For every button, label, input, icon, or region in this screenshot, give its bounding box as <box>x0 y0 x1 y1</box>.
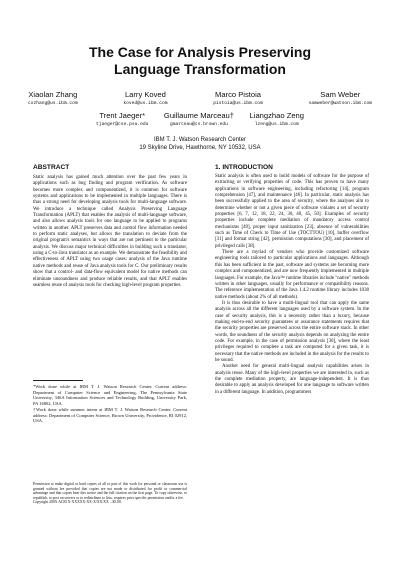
footnote-1: *Work done while at IBM T. J. Watson Research Center. Current address: Department of Computer Science and Engineering, The Pennsylvania State University, 346A Information Sciences and Technology Building, University Park, PA 16802, USA. <box>33 384 187 407</box>
author-email: tjaeger@cse.psu.edu <box>96 122 149 127</box>
author-name: Guillaume Marceau† <box>163 111 234 120</box>
introduction-heading: 1. INTRODUCTION <box>215 164 273 171</box>
author-name: Larry Koved <box>124 90 166 99</box>
footnotes <box>33 384 187 424</box>
author-block <box>164 111 234 128</box>
author-name: Marco Pistoia <box>215 90 262 99</box>
author-email: koved@us.ibm.com <box>123 101 168 106</box>
author-name: Xiaolan Zhang <box>28 90 78 99</box>
paper-title-line-2: Language Transformation <box>114 61 286 77</box>
author-block <box>250 111 304 128</box>
author-block <box>309 90 372 107</box>
paper-title-line-1: The Case for Analysis Preserving <box>88 44 312 60</box>
author-email: samweber@watson.ibm.com <box>308 101 372 106</box>
author-name: Trent Jaeger* <box>99 111 146 120</box>
abstract-heading: ABSTRACT <box>33 164 70 171</box>
footnote-rule <box>33 380 83 381</box>
introduction-column <box>215 164 369 396</box>
affiliation-line-2: 19 Skyline Drive, Hawthorne, NY 10532, USA <box>139 145 261 151</box>
author-name: Sam Weber <box>320 90 361 99</box>
author-email: pistoia@us.ibm.com <box>213 101 263 106</box>
abstract-column <box>33 164 187 289</box>
footnote-2: †Work done while summer intern at IBM T. J. Watson Research Center. Current address: Department of Computer Science, Brown University, Providence, RI 02912, USA. <box>33 406 187 424</box>
intro-paragraph: It is thus desirable to have a multi-lingual tool that can apply the same analysis across all the different languages used by a software system. In the case of security analysis, this is a necessity rather than a luxury, because making end-to-end security guarantees or assurance statements requires that the security properties are preserved across the entire software stack. In other words, the soundness of the security analysis depends on analyzing the entire code. For example, in the case of permission analysis [30], where the least privileges required to complete a task are computed for a given task, it is necessary that the native methods are included in the analysis for the results to be sound. <box>215 300 369 363</box>
intro-paragraph: Static analysis is often used to build models of software for the purpose of extracting or verifying properties of code. This has proven to have many applications in software engineering, including refactoring [14], program comprehension [47], and maintenance [46]. In particular, static analysis has been successfully applied to the area of security, where the analyses aim to determine whether or not a given piece of software violates a set of security properties [6, 7, 12, 18, 22, 24, 30, 40, 45, 50]. Examples of security properties include complete mediation of mandatory access control mechanisms [49], proper input sanitization [23], absence of vulnerabilities such as Time of Check to Time of Use (TOCTTOU) [10], buffer overflow [31] and format string [42], permission computations [30], and placement of privileged calls [38]. <box>215 174 369 249</box>
author-email: lzeng@us.ibm.com <box>254 122 299 127</box>
author-name: Liangzhao Zeng <box>249 111 304 120</box>
author-block <box>28 90 78 107</box>
author-email: gmarceau@cs.brown.edu <box>170 122 228 127</box>
intro-paragraph: Another need for general multi-lingual analysis capabilities arises in analysis reuse. Many of the high-level properties we are interested in, such as the complete mediation property, are language-independent. It is thus desirable to apply an analysis developed for one language to software written in a different language. In addition, programmers <box>215 364 369 395</box>
author-row-1 <box>28 90 372 107</box>
abstract-text: Static analysis has gained much attention over the past few years in applications such as bug finding and program verification. As software becomes more complex and componentized, it is common for software systems and applications to be implemented in multiple languages. There is thus a strong need for developing analysis tools for multi-language software. We introduce a technique called Analysis Preserving Language Transformation (APLT) that enables the analysis of multi-language software, and also allows analysis tools for one language to be applied to programs written in another. APLT preserves data and control flow information needed to perform static analyses, but allows the translation to deviate from the original program's semantics in ways that are not pertinent to the particular analysis. We discuss major technical difficulties in building such a translator, using a C-to-Java translator as an example. We demonstrate the feasibility and effectiveness of APLT using two usage cases: analysis of the Java runtime native methods and reuse of Java analysis tools for C. Our preliminary results show that a control- and data-flow equivalent model for native methods can eliminate unsoundness and produce reliable results, and that APLT enables seamless reuse of analysis tools for checking high-level program properties. <box>33 175 187 288</box>
author-block <box>96 111 148 128</box>
author-email: cxzhang@us.ibm.com <box>28 101 78 106</box>
permission-block <box>33 482 187 505</box>
copyright-notice: Copyright 200X ACM X-XXXXX-XX-X/XX/XX ...$5.00. <box>33 500 122 505</box>
permission-notice: Permission to make digital or hard copies of all or part of this work for personal or classroom use is granted without fee provided that copies are not made or distributed for profit or commercial advantage and that copies bear this notice and the full citation on the first page. To copy otherwise, to republish, to post on servers or to redistribute to lists, requires prior specific permission and/or a fee. <box>33 482 187 500</box>
affiliation-line-1: IBM T. J. Watson Research Center <box>153 137 247 143</box>
intro-paragraph: There are a myriad of vendors who provide customized software engineering tools tailored to particular applications and languages. Although this has been sufficient in the past, software and systems are becoming more complex and componentized, and are now frequently implemented in multiple languages. For example, the Java™ runtime libraries include "native" methods written in other languages, usually for performance or compatibility reasons. The reference implementation of the Java 1.4.2 runtime library includes 1038 native methods (about 2% of all methods). <box>215 250 369 300</box>
author-row-2 <box>96 111 304 128</box>
author-block <box>213 90 263 107</box>
author-block <box>123 90 167 107</box>
